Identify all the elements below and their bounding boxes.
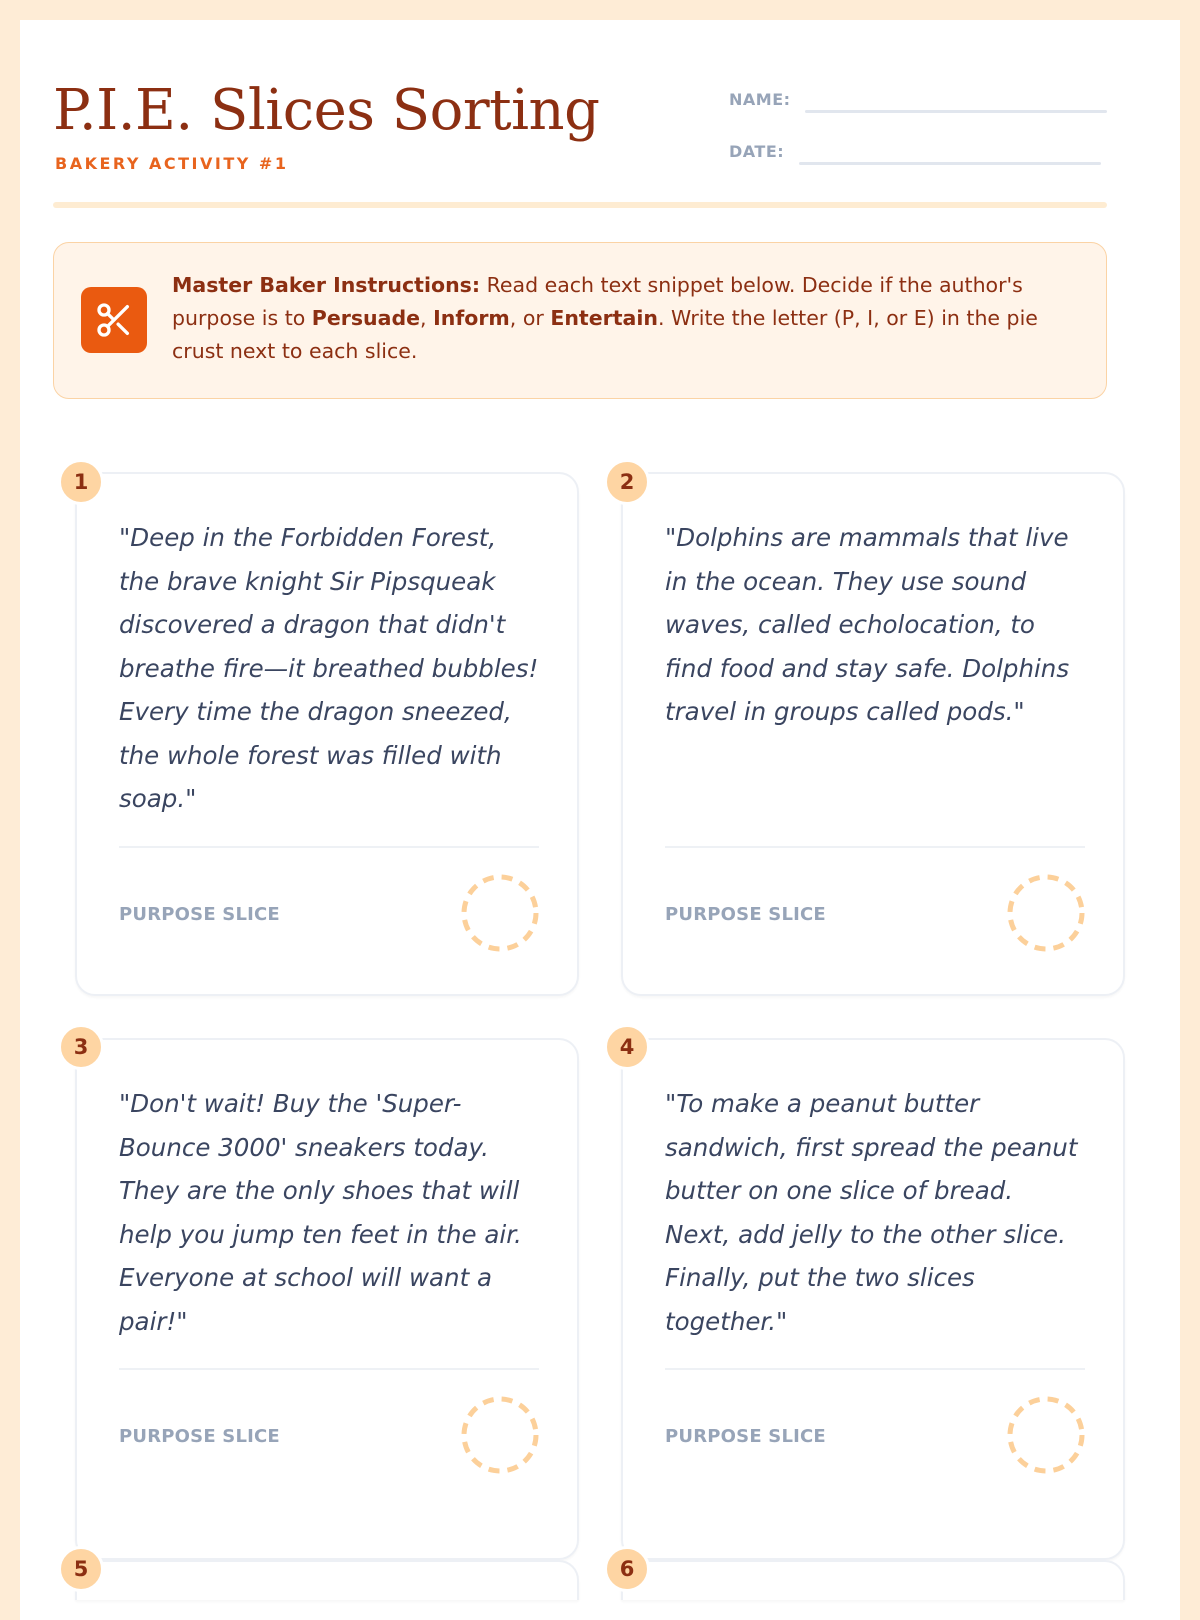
card-number-badge: 3 [58,1024,104,1070]
card-divider [119,1368,539,1370]
pie-crust-answer-circle[interactable] [461,1396,539,1474]
date-field[interactable] [729,138,1107,168]
date-label: DATE: [729,142,785,161]
card-divider [119,846,539,848]
name-field[interactable] [729,86,1107,116]
purpose-slice-label: PURPOSE SLICE [119,1426,280,1447]
card-number-badge: 4 [604,1024,650,1070]
card-divider [665,1368,1085,1370]
purpose-slice-label: PURPOSE SLICE [665,904,826,925]
purpose-slice-label: PURPOSE SLICE [119,904,280,925]
date-line[interactable] [799,162,1101,165]
instructions-text: Master Baker Instructions: Read each text snippet below. Decide if the author's purpose is to Persuade, Inform, or Entertain. Write the letter (P, I, or E) in the pie crust next to each slice. [172,273,1038,363]
snippet-text: "To make a peanut butter sandwich, first spread the peanut butter on one slice of bread. Next, add jelly to the other slice. Finally, put the two slices together." [665,1089,1078,1336]
snippet-text: "Dolphins are mammals that live in the ocean. They use sound waves, called echolocation, to find food and stay safe. Dolphins travel in groups called pods." [665,523,1070,726]
name-line[interactable] [805,110,1107,113]
inform-term: Inform [433,306,510,330]
card-divider [665,846,1085,848]
page-subtitle: BAKERY ACTIVITY #1 [55,154,289,173]
worksheet-header [53,58,1107,208]
card-number-badge: 2 [604,459,650,505]
card-number-badge: 1 [58,459,104,505]
instructions-box [53,242,1107,399]
scissors-icon [81,287,147,353]
header-divider [53,202,1107,208]
snippet-card-3 [75,1038,579,1560]
card-number-badge: 6 [604,1546,650,1592]
pie-crust-answer-circle[interactable] [461,874,539,952]
instructions-lead: Master Baker Instructions: [172,273,481,297]
snippet-card-1 [75,472,579,996]
persuade-term: Persuade [311,306,421,330]
snippet-text: "Deep in the Forbidden Forest, the brave knight Sir Pipsqueak discovered a dragon that didn't breathe fire—it breathed bubbles! Every time the dragon sneezed, the whole forest was filled with soap." [119,523,539,813]
snippet-text: "Don't wait! Buy the 'Super-Bounce 3000' sneakers today. They are the only shoes that will help you jump ten feet in the air. Everyone at school will want a pair!" [119,1089,522,1336]
name-label: NAME: [729,90,791,109]
entertain-term: Entertain [550,306,658,330]
purpose-slice-label: PURPOSE SLICE [665,1426,826,1447]
snippet-card-4 [621,1038,1125,1560]
snippet-card-6 [621,1560,1125,1600]
page-title: P.I.E. Slices Sorting [53,78,600,143]
snippet-card-5 [75,1560,579,1600]
pie-crust-answer-circle[interactable] [1007,1396,1085,1474]
pie-crust-answer-circle[interactable] [1007,874,1085,952]
snippet-card-2 [621,472,1125,996]
card-number-badge: 5 [58,1546,104,1592]
